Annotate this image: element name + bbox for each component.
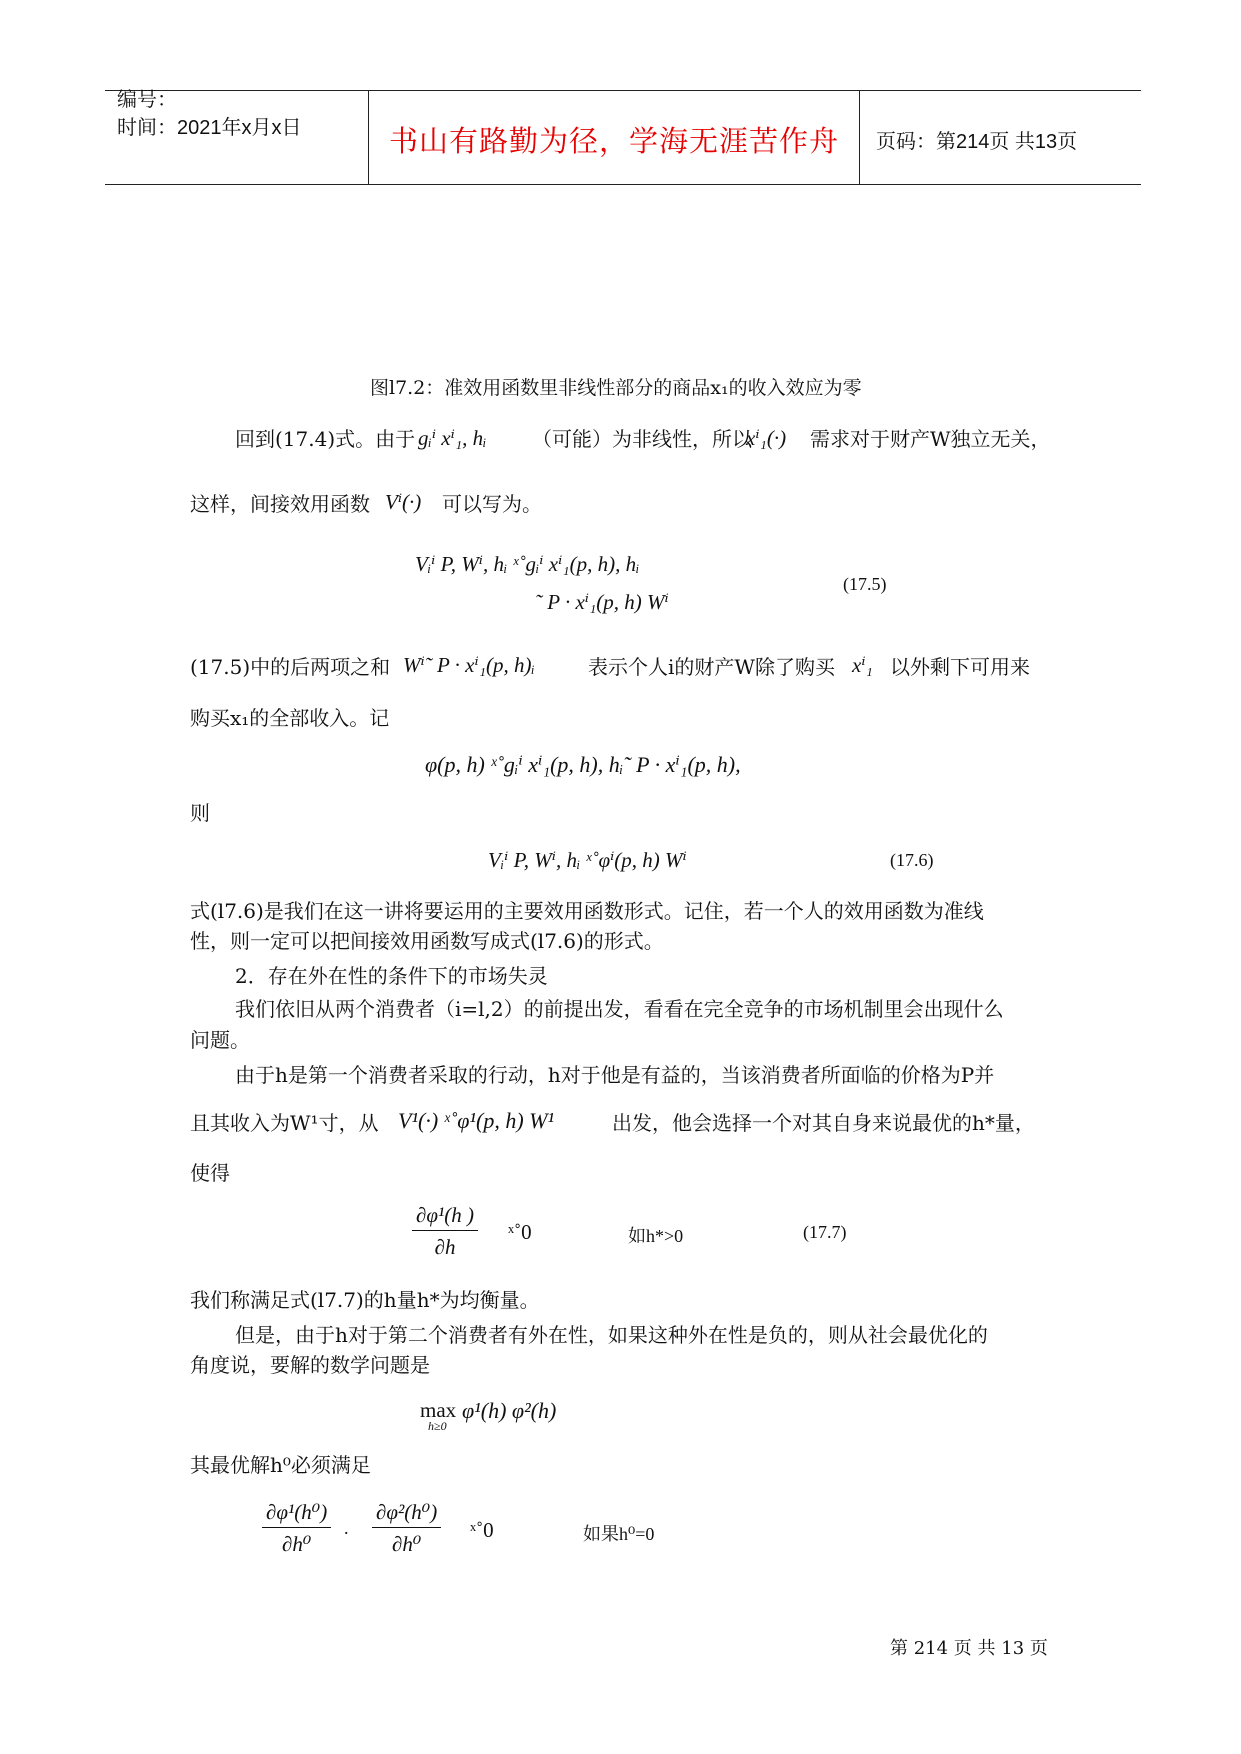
formula-x-inline: xⁱ₁(·) xyxy=(746,426,787,450)
figure-caption: 图l7.2：准效用函数里非线性部分的商品x₁的收入效应为零 xyxy=(370,377,862,399)
paragraph-5-line1: 式(l7.6)是我们在这一讲将要运用的主要效用函数形式。记住，若一个人的效用函数为准线 xyxy=(190,899,984,923)
number-label: 编号： xyxy=(117,89,177,111)
paragraph-8: 我们称满足式(l7.7)的h量h*为均衡量。 xyxy=(190,1288,540,1312)
foc-condition: 如果h⁰=0 xyxy=(583,1524,655,1544)
equation-17-7-denominator: ∂h xyxy=(434,1235,456,1259)
equation-17-5-line1: Vᵢⁱ P, Wⁱ, hᵢ ˣ˚gᵢⁱ xⁱ₁(p, h), hᵢ xyxy=(415,552,640,576)
paragraph-7-line3: 使得 xyxy=(190,1161,230,1185)
equation-17-6-label: (17.6) xyxy=(890,850,934,870)
motto: 书山有路勤为径，学海无涯苦作舟 xyxy=(388,124,839,158)
formula-v1-inline: V¹(·) ˣ˚φ¹(p, h) W¹ xyxy=(398,1108,555,1133)
max-subscript: h≥0 xyxy=(428,1419,447,1433)
foc-fraction-1 xyxy=(262,1500,331,1557)
paragraph-5-line2: 性，则一定可以把间接效用函数写成式(l7.6)的形式。 xyxy=(190,929,664,953)
formula-x1-inline: xⁱ₁ xyxy=(852,653,873,677)
paragraph-7-line2-start: 且其收入为W¹寸，从 xyxy=(190,1111,379,1135)
equation-max-objective: φ¹(h) φ²(h) xyxy=(462,1398,557,1423)
time-label: 时间：2021年x月x日 xyxy=(117,117,302,139)
paragraph-6-line1: 我们依旧从两个消费者（i=l,2）的前提出发，看看在完全竞争的市场机制里会出现什么 xyxy=(235,997,1004,1021)
paragraph-4: 购买x₁的全部收入。记 xyxy=(190,706,390,730)
page-header xyxy=(105,90,1141,185)
paragraph-7-line2-end: 出发，他会选择一个对其自身来说最优的h*量， xyxy=(612,1111,1035,1135)
header-left-cell xyxy=(105,91,369,184)
then-label: 则 xyxy=(190,801,210,825)
paragraph-2-end: 可以写为。 xyxy=(442,492,542,516)
foc-fraction-2 xyxy=(372,1500,441,1557)
section-2-heading: 2．存在外在性的条件下的市场失灵 xyxy=(235,964,548,988)
equation-17-7-rhs: ˣ˚0 xyxy=(508,1220,532,1244)
foc-rhs: ˣ˚0 xyxy=(470,1518,494,1542)
max-word: max xyxy=(420,1398,457,1422)
paragraph-1-mid: （可能）为非线性，所以 xyxy=(532,427,752,451)
equation-17-7-fraction xyxy=(412,1203,478,1260)
equation-17-7-label: (17.7) xyxy=(803,1222,847,1242)
header-right-cell xyxy=(860,91,1141,184)
paragraph-10: 其最优解h⁰必须满足 xyxy=(190,1453,371,1477)
paragraph-3-start: (17.5)中的后两项之和 xyxy=(190,655,391,679)
equation-17-7-condition: 如h*>0 xyxy=(628,1226,684,1246)
paragraph-9-line2: 角度说，要解的数学问题是 xyxy=(190,1353,430,1377)
foc-separator: . xyxy=(344,1518,349,1538)
page-footer: 第 214 页 共 13 页 xyxy=(890,1638,1048,1659)
foc-denominator-2: ∂h⁰ xyxy=(391,1532,422,1556)
formula-v-inline: Vⁱ(·) xyxy=(385,490,422,514)
paragraph-2-start: 这样，间接效用函数 xyxy=(190,492,370,516)
foc-numerator-2: ∂φ²(h⁰) xyxy=(372,1500,441,1528)
equation-17-6: Vᵢⁱ P, Wⁱ, hᵢ ˣ˚φⁱ(p, h) Wⁱ xyxy=(488,848,687,872)
foc-denominator-1: ∂h⁰ xyxy=(281,1532,312,1556)
equation-max-operator xyxy=(420,1398,456,1434)
equation-phi: φ(p, h) ˣ˚gᵢⁱ xⁱ₁(p, h), hᵢ˜ P · xⁱ₁(p, h), xyxy=(425,752,741,777)
equation-17-5-label: (17.5) xyxy=(843,574,887,594)
formula-remaining-wealth: Wⁱ˜ P · xⁱ₁(p, h)ᵢ xyxy=(403,653,535,677)
header-middle-cell xyxy=(369,91,860,184)
paragraph-1-end: 需求对于财产W独立无关， xyxy=(810,427,1051,451)
equation-17-7-numerator: ∂φ¹(h ) xyxy=(412,1203,478,1231)
paragraph-9-line1: 但是，由于h对于第二个消费者有外在性，如果这种外在性是负的，则从社会最优化的 xyxy=(235,1323,988,1347)
page-info: 页码：第214页 共13页 xyxy=(876,131,1078,153)
paragraph-6-line2: 问题。 xyxy=(190,1028,250,1052)
paragraph-7-line1: 由于h是第一个消费者采取的行动，h对于他是有益的，当该消费者所面临的价格为P并 xyxy=(235,1063,995,1087)
formula-g-inline: gᵢⁱ xⁱ₁, hᵢ xyxy=(418,426,487,450)
foc-numerator-1: ∂φ¹(h⁰) xyxy=(262,1500,331,1528)
equation-17-5-line2: ˜ P · xⁱ₁(p, h) Wⁱ xyxy=(535,590,669,614)
paragraph-3-mid: 表示个人i的财产W除了购买 xyxy=(588,655,835,679)
paragraph-1-start: 回到(17.4)式。由于 xyxy=(235,427,416,451)
paragraph-3-end: 以外剩下可用来 xyxy=(890,655,1030,679)
